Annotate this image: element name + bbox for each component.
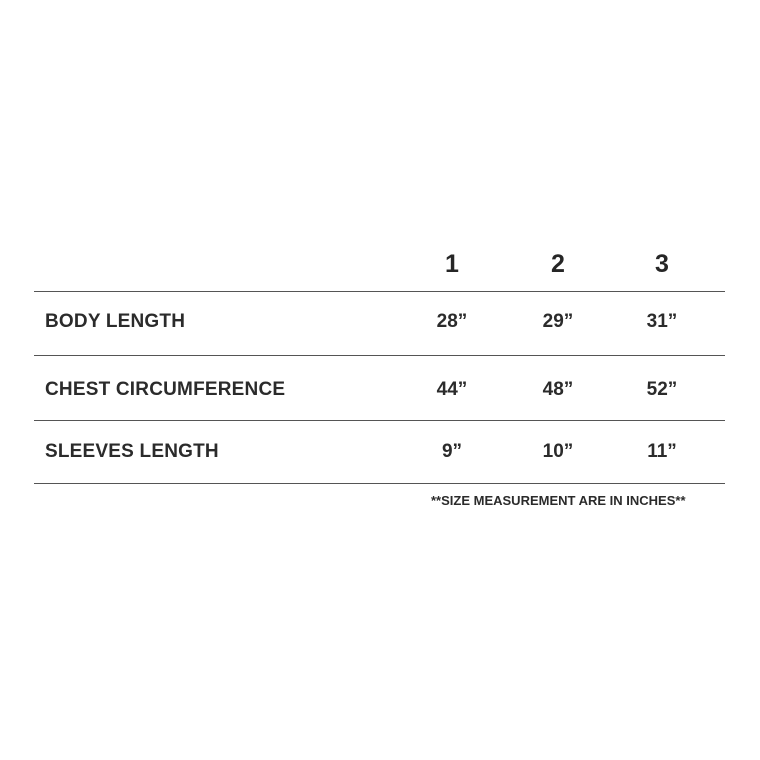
body-length-size-2: 29” xyxy=(542,311,574,332)
bottom-divider xyxy=(34,483,725,484)
table-row-chest-circumference xyxy=(34,356,725,420)
size-header-3: 3 xyxy=(655,250,669,278)
sleeves-length-size-1: 9” xyxy=(441,441,463,462)
size-header-2: 2 xyxy=(551,250,565,278)
body-length-size-3: 31” xyxy=(646,311,678,332)
body-length-size-1: 28” xyxy=(436,311,468,332)
measurement-note: **SIZE MEASUREMENT ARE IN INCHES** xyxy=(431,493,686,508)
chest-circumference-size-3: 52” xyxy=(646,379,678,400)
row-label-chest-circumference: CHEST CIRCUMFERENCE xyxy=(45,379,286,400)
chest-circumference-size-2: 48” xyxy=(542,379,574,400)
row-label-body-length: BODY LENGTH xyxy=(45,311,186,332)
size-chart-table xyxy=(34,246,725,508)
table-row-sleeves-length xyxy=(34,421,725,483)
sleeves-length-size-3: 11” xyxy=(647,441,677,462)
table-row-body-length xyxy=(34,292,725,355)
size-header-1: 1 xyxy=(445,250,459,278)
sleeves-length-size-2: 10” xyxy=(542,441,574,462)
row-label-sleeves-length: SLEEVES LENGTH xyxy=(45,441,219,462)
size-header-row xyxy=(34,246,725,291)
chest-circumference-size-1: 44” xyxy=(436,379,468,400)
